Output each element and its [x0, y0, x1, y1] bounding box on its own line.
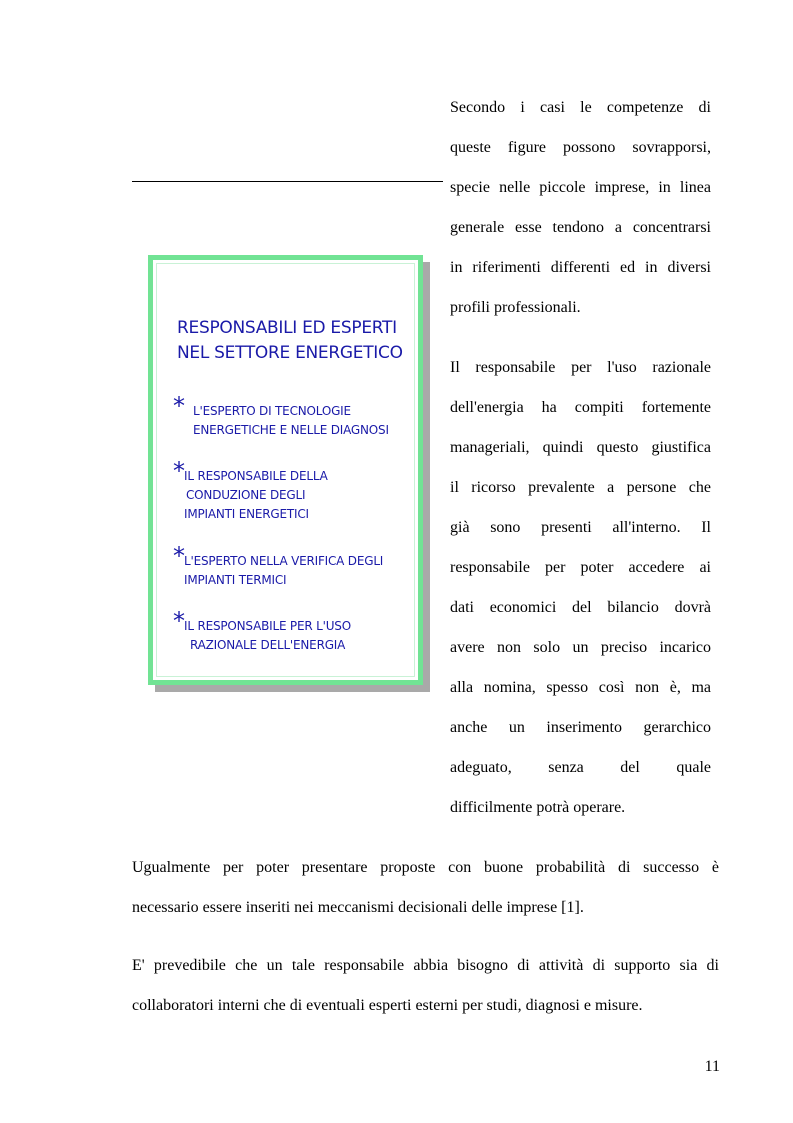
- text-line: Il responsabile per l'uso razionale: [450, 359, 711, 376]
- text-line: E' prevedibile che un tale responsabile abbia bisogno di attività di supporto sia di: [132, 957, 719, 974]
- asterisk-icon: *: [173, 607, 185, 635]
- slide-bullet: [173, 392, 389, 440]
- bullet-line: ENERGETICHE E NELLE DIAGNOSI: [193, 423, 389, 437]
- slide-title-line: RESPONSABILI ED ESPERTI: [177, 318, 397, 338]
- slide-bullet: [173, 457, 328, 524]
- bullet-line: CONDUZIONE DEGLI: [186, 488, 306, 502]
- asterisk-icon: *: [173, 392, 185, 420]
- text-line: profili professionali.: [450, 299, 581, 316]
- text-line: responsabile per poter accedere ai: [450, 559, 711, 576]
- bullet-line: IL RESPONSABILE DELLA: [184, 469, 328, 483]
- text-line: adeguato, senza del quale: [450, 759, 711, 776]
- text-line: difficilmente potrà operare.: [450, 799, 626, 816]
- bullet-line: IMPIANTI TERMICI: [184, 573, 287, 587]
- asterisk-icon: *: [173, 457, 185, 485]
- slide-bullet: [173, 607, 351, 655]
- slide-title: [177, 316, 417, 366]
- text-line: Ugualmente per poter presentare proposte con buone probabilità di successo è: [132, 859, 719, 876]
- bullet-line: L'ESPERTO DI TECNOLOGIE: [193, 404, 351, 418]
- asterisk-icon: *: [173, 542, 185, 570]
- text-line: Secondo i casi le competenze di: [450, 99, 711, 116]
- page-number: 11: [704, 1058, 720, 1075]
- paragraph-3: [132, 848, 719, 928]
- right-column-text: [450, 88, 711, 828]
- paragraph-1: [450, 88, 711, 328]
- text-line: in riferimenti differenti ed in diversi: [450, 259, 711, 276]
- paragraph-4: [132, 946, 719, 1026]
- text-line: manageriali, quindi questo giustifica: [450, 439, 711, 456]
- bullet-line: L'ESPERTO NELLA VERIFICA DEGLI: [184, 554, 384, 568]
- text-line: generale esse tendono a concentrarsi: [450, 219, 711, 236]
- horizontal-rule: [132, 181, 443, 182]
- slide-bullet: [173, 542, 384, 590]
- text-line: collaboratori interni che di eventuali esperti esterni per studi, diagnosi e misure.: [132, 997, 643, 1014]
- text-line: necessario essere inseriti nei meccanismi decisionali delle imprese [1].: [132, 899, 584, 916]
- slide-figure: [148, 255, 423, 685]
- text-line: dati economici del bilancio dovrà: [450, 599, 711, 616]
- bullet-line: IL RESPONSABILE PER L'USO: [184, 619, 351, 633]
- text-line: anche un inserimento gerarchico: [450, 719, 711, 736]
- paragraph-2: [450, 348, 711, 828]
- text-line: alla nomina, spesso così non è, ma: [450, 679, 711, 696]
- text-line: il ricorso prevalente a persone che: [450, 479, 711, 496]
- text-line: avere non solo un preciso incarico: [450, 639, 711, 656]
- text-line: queste figure possono sovrapporsi,: [450, 139, 711, 156]
- text-line: già sono presenti all'interno. Il: [450, 519, 711, 536]
- bullet-line: RAZIONALE DELL'ENERGIA: [190, 638, 346, 652]
- slide-title-line: NEL SETTORE ENERGETICO: [177, 343, 403, 363]
- text-line: specie nelle piccole imprese, in linea: [450, 179, 711, 196]
- text-line: dell'energia ha compiti fortemente: [450, 399, 711, 416]
- bullet-line: IMPIANTI ENERGETICI: [184, 507, 309, 521]
